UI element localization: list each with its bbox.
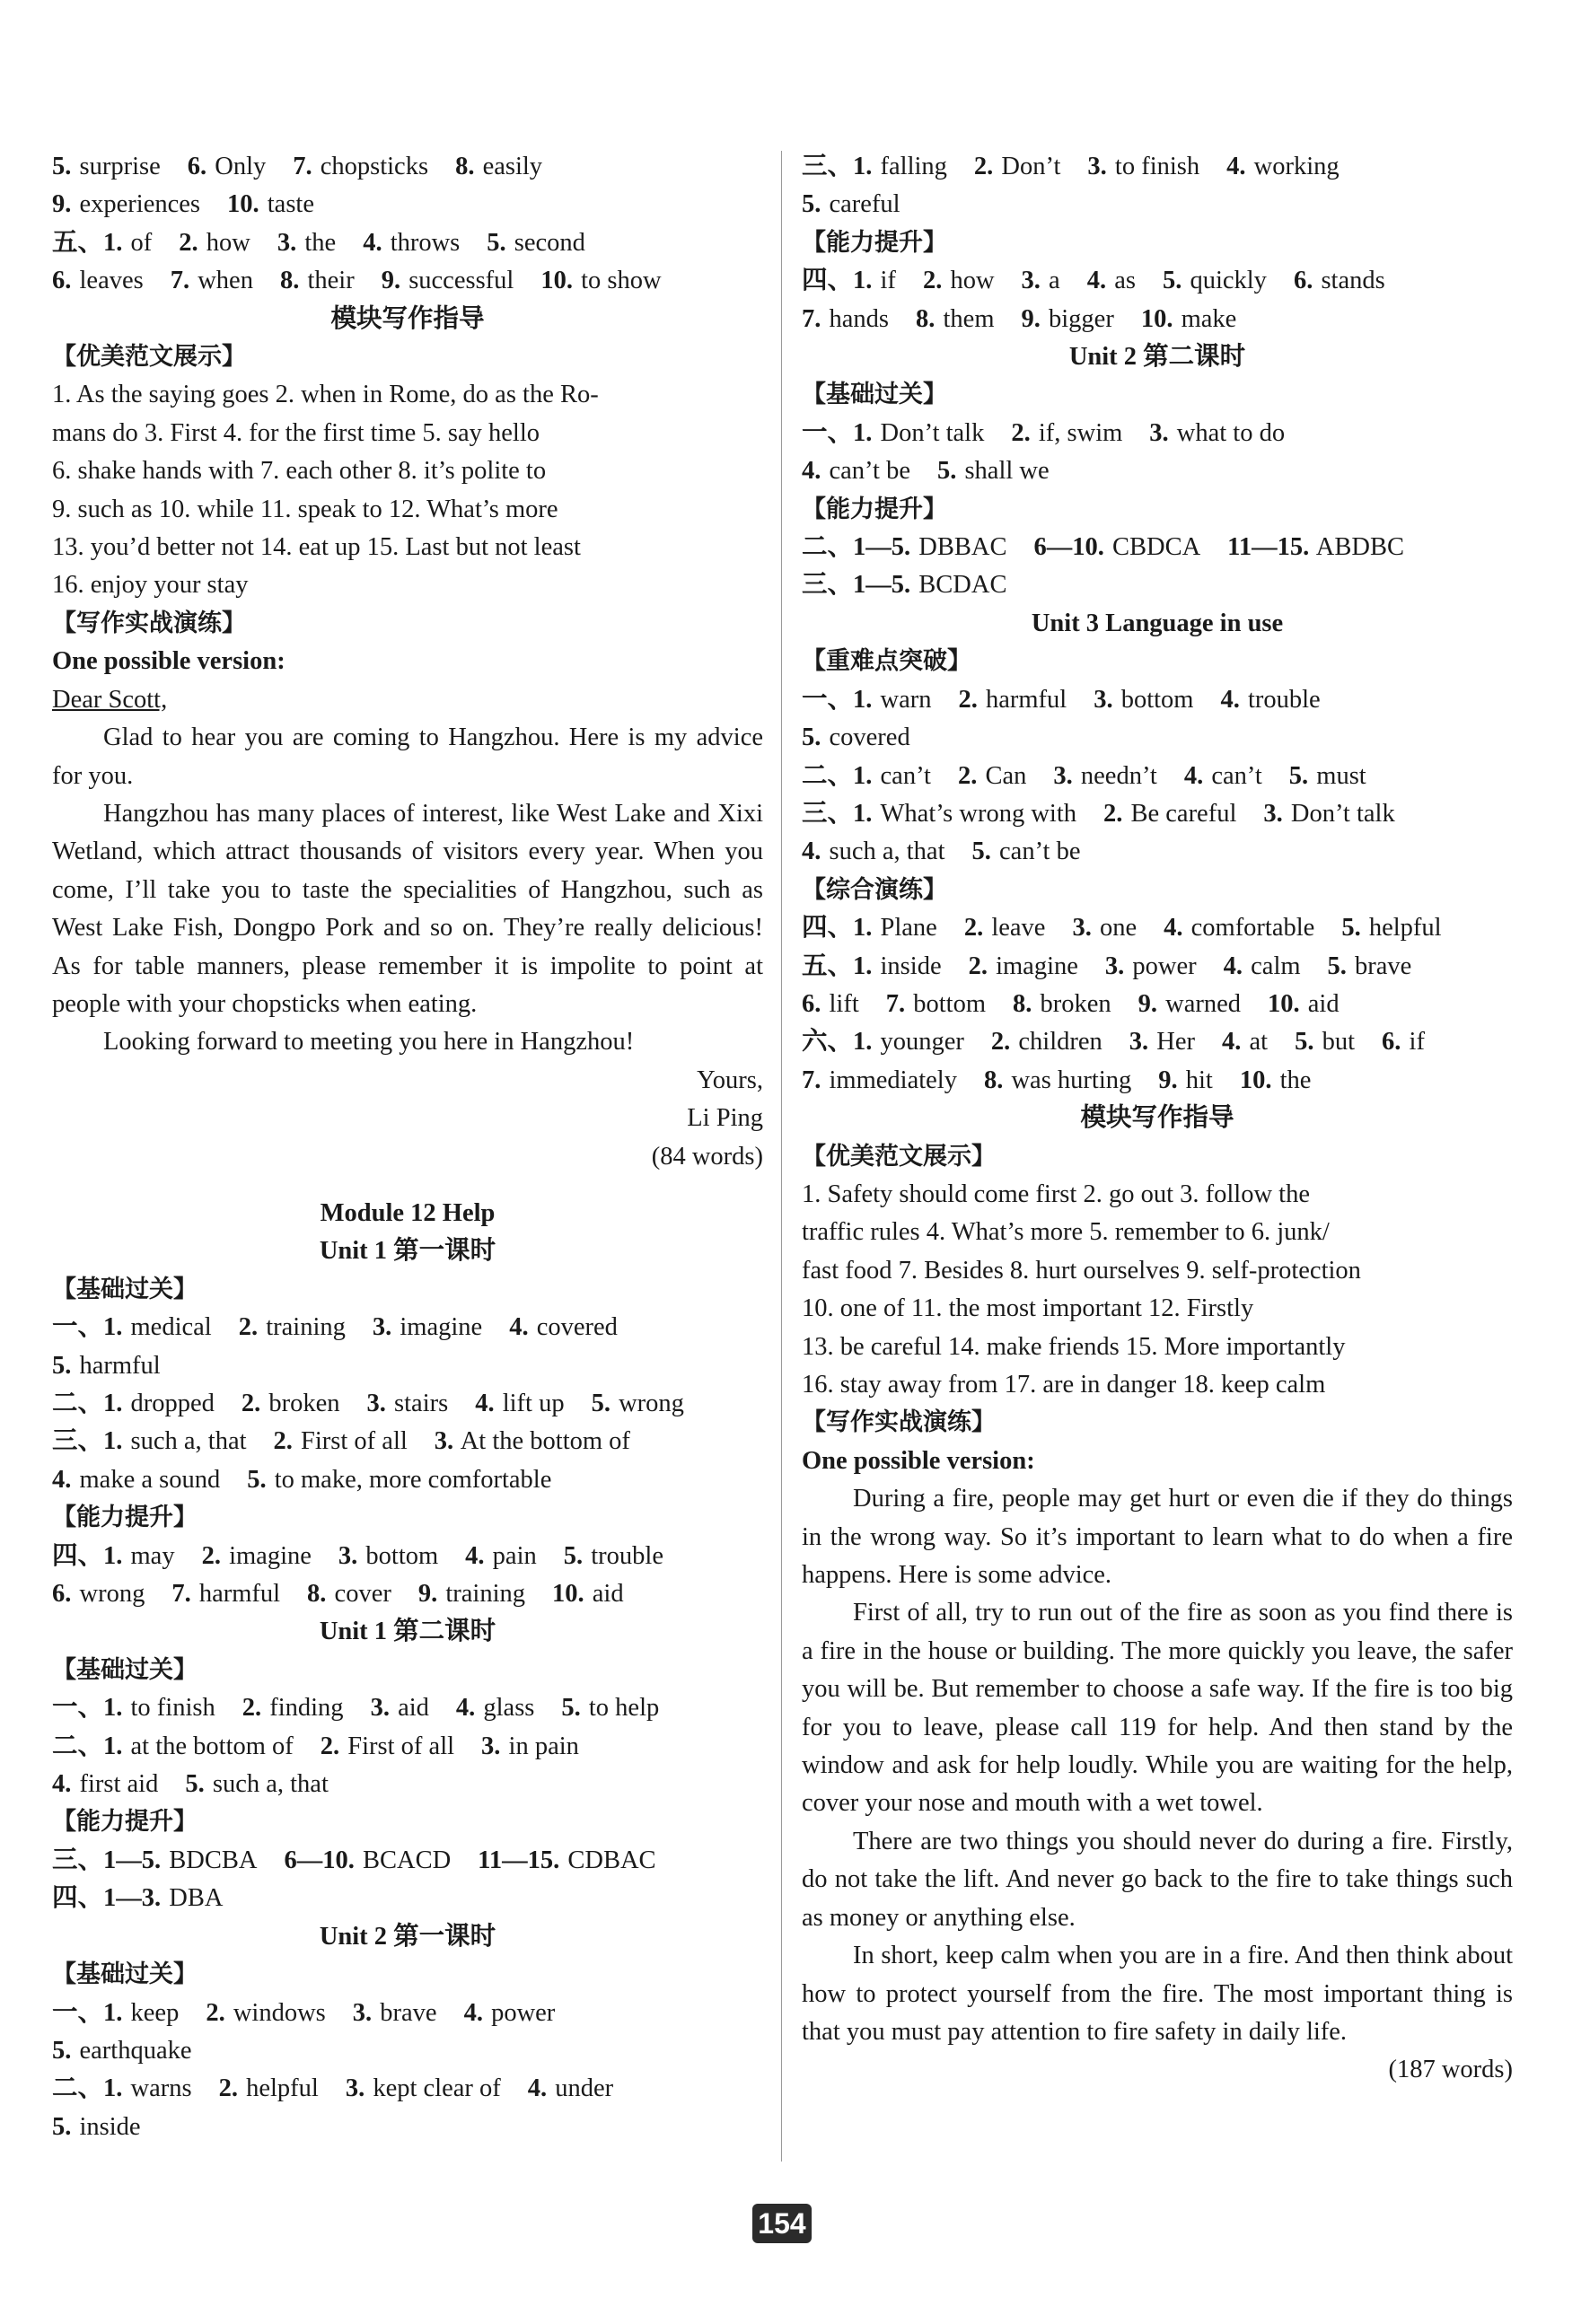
answer-item: 5. inside	[52, 2112, 141, 2141]
heading: Unit 2 第二课时	[1068, 343, 1246, 372]
answer-line: traffic rules 4. What’s more 5. remember to 6. junk/	[802, 1218, 1330, 1247]
answer-item: 2. if, swim	[1011, 418, 1123, 447]
answer-item: 3. in pain	[481, 1732, 579, 1760]
answer-item: 4. glass	[455, 1694, 535, 1723]
answer-item: 3. Don’t talk	[1263, 799, 1395, 828]
answer-item: 7. when	[170, 267, 253, 295]
answer-line	[52, 1575, 763, 1613]
answer-item: 一、1. medical	[52, 1313, 212, 1342]
section-title: 【优美范文展示】	[802, 1142, 996, 1171]
answer-item: 9. warned	[1138, 989, 1242, 1018]
answer-line	[52, 1538, 763, 1575]
answer-line	[802, 719, 1513, 757]
answer-item: 3. brave	[352, 1998, 437, 2027]
answer-line	[52, 1347, 763, 1385]
answer-item: 8. them	[916, 304, 995, 333]
section-title: 【基础过关】	[52, 1275, 198, 1303]
answer-item: 6. stands	[1293, 267, 1385, 295]
answer-item: 2. First of all	[273, 1427, 408, 1456]
answer-line: 13. be careful 14. make friends 15. More importantly	[802, 1332, 1346, 1361]
answer-line	[52, 1385, 763, 1423]
answer-item: 2. how	[922, 267, 995, 295]
heading: 模块写作指导	[1080, 1104, 1234, 1133]
answer-item: 5. can’t be	[971, 838, 1081, 866]
answer-item: 9. successful	[381, 267, 514, 295]
answer-item: 2. Be careful	[1102, 799, 1237, 828]
answer-item: 4. as	[1086, 267, 1136, 295]
answer-item: 7. immediately	[802, 1066, 957, 1094]
answer-line	[52, 1423, 763, 1460]
answer-item: 四、1—3. DBA	[52, 1884, 224, 1913]
section-title: 【基础过关】	[802, 381, 947, 409]
answer-item: 一、1. warn	[802, 685, 932, 714]
answer-line: mans do 3. First 4. for the first time 5. say hello	[52, 418, 540, 447]
answer-item: 5. quickly	[1162, 267, 1267, 295]
answer-item: 5. second	[487, 228, 585, 257]
answer-item: 二、1. at the bottom of	[52, 1732, 294, 1760]
answer-item: 9. bigger	[1021, 304, 1114, 333]
answer-item: 5. must	[1288, 761, 1366, 790]
essay-paragraph: There are two things you should never do during a fire. Firstly, do not take the lift. And never go back to the fire to take things such as money or anything else.	[802, 1827, 1513, 1932]
answer-line	[802, 909, 1513, 947]
answer-item: 4. trouble	[1220, 685, 1321, 714]
answer-item: 8. cover	[307, 1580, 391, 1609]
answer-item: 四、1. if	[802, 267, 896, 295]
answer-item: 一、1. keep	[52, 1998, 180, 2027]
section-title: 【能力提升】	[802, 228, 947, 257]
version-label: One possible version:	[802, 1446, 1035, 1475]
answer-item: 五、1. inside	[802, 952, 942, 980]
section-title: 【优美范文展示】	[52, 343, 246, 372]
right-aligned-text: Li Ping	[687, 1104, 763, 1133]
answer-item: 5. such a, that	[185, 1770, 329, 1799]
answer-line	[802, 681, 1513, 719]
answer-item: 10. to show	[540, 267, 662, 295]
section-title: 【综合演练】	[802, 875, 947, 904]
answer-item: 二、1. dropped	[52, 1390, 215, 1417]
answer-item: 10. the	[1239, 1066, 1312, 1094]
answer-item: 二、1—5. DBBAC	[802, 533, 1007, 562]
answer-item: 11—15. CDBAC	[478, 1846, 656, 1874]
answer-item: 五、1. of	[52, 228, 153, 257]
essay-paragraph: Looking forward to meeting you here in Hangzhou!	[103, 1028, 635, 1057]
answer-item: 7. hands	[802, 304, 889, 333]
section-title: 【写作实战演练】	[52, 609, 246, 637]
answer-line	[802, 1023, 1513, 1061]
section-title: 【基础过关】	[52, 1960, 198, 1989]
right-aligned-text: (84 words)	[651, 1142, 763, 1171]
spacer	[52, 1176, 763, 1195]
answer-line	[802, 948, 1513, 986]
answer-line	[802, 566, 1513, 604]
answer-item: 3. imagine	[372, 1313, 483, 1342]
answer-item: 5. wrong	[591, 1390, 684, 1417]
answer-item: 5. earthquake	[52, 2036, 192, 2065]
answer-item: 三、1—5. BDCBA	[52, 1846, 258, 1874]
answer-item: 2. children	[990, 1028, 1102, 1057]
essay-paragraph: During a fire, people may get hurt or even die if they do things in the wrong way. So it’s important to learn what to do when a fire happens. Here is some advice.	[802, 1485, 1513, 1590]
right-aligned-text: Yours,	[697, 1066, 763, 1094]
answer-line: 9. such as 10. while 11. speak to 12. What’s more	[52, 495, 558, 523]
answer-item: 3. bottom	[338, 1541, 439, 1570]
answer-item: 4. covered	[509, 1313, 618, 1342]
answer-item: 10. aid	[552, 1580, 624, 1609]
answer-item: 3. Her	[1129, 1028, 1196, 1057]
answer-item: 10. make	[1140, 304, 1237, 333]
answer-line	[52, 224, 763, 262]
answer-line: 10. one of 11. the most important 12. Firstly	[802, 1294, 1254, 1323]
answer-item: 三、1. such a, that	[52, 1427, 247, 1456]
answer-item: 4. under	[527, 2074, 614, 2103]
answer-item: 5. covered	[802, 724, 910, 752]
answer-item: 5. harmful	[52, 1351, 161, 1380]
answer-line	[802, 301, 1513, 338]
answer-line	[52, 1995, 763, 2032]
answer-item: 5. careful	[802, 190, 900, 219]
answer-line	[52, 2070, 763, 2108]
answer-line	[52, 1842, 763, 1880]
answer-item: 4. power	[463, 1998, 556, 2027]
answer-line: 1. As the saying goes 2. when in Rome, do as the Ro-	[52, 381, 599, 409]
left-column	[52, 148, 763, 2146]
answer-line	[802, 452, 1513, 490]
section-title: 【重难点突破】	[802, 647, 971, 676]
answer-item: 3. needn’t	[1053, 761, 1157, 790]
answer-item: 5. helpful	[1341, 914, 1442, 943]
answer-item: 一、1. to finish	[52, 1694, 215, 1723]
answer-line	[52, 148, 763, 186]
page-number: 154	[752, 2204, 812, 2243]
section-title: 【能力提升】	[52, 1504, 198, 1532]
answer-item: 9. training	[417, 1580, 525, 1609]
answer-item: 5. brave	[1327, 952, 1412, 980]
answer-item: 7. chopsticks	[293, 153, 429, 180]
answer-item: 三、1. What’s wrong with	[802, 799, 1076, 828]
answer-line: fast food 7. Besides 8. hurt ourselves 9. self-protection	[802, 1256, 1361, 1285]
answer-item: 7. bottom	[885, 989, 987, 1018]
heading: Unit 2 第一课时	[319, 1922, 496, 1951]
answer-item: 6. if	[1382, 1028, 1425, 1057]
answer-item: 6. wrong	[52, 1580, 145, 1609]
answer-item: 4. lift up	[475, 1390, 565, 1417]
answer-item: 2. training	[238, 1313, 346, 1342]
answer-line	[802, 415, 1513, 452]
answer-item: 2. broken	[241, 1390, 340, 1417]
heading: 模块写作指导	[330, 304, 485, 333]
answer-item: 4. make a sound	[52, 1465, 221, 1494]
answer-line	[52, 2032, 763, 2070]
answer-item: 8. was hurting	[983, 1066, 1132, 1094]
answer-item: 3. one	[1072, 914, 1138, 943]
answer-item: 4. pain	[465, 1541, 537, 1570]
column-divider	[781, 151, 782, 2162]
answer-item: 8. their	[279, 267, 355, 295]
answer-line	[802, 833, 1513, 871]
letter-greeting: Dear Scott,	[52, 685, 168, 714]
answer-line	[52, 1689, 763, 1727]
answer-item: 6—10. BCACD	[284, 1846, 452, 1874]
answer-item: 10. taste	[227, 190, 314, 219]
heading: Unit 1 第二课时	[319, 1618, 496, 1646]
answer-line	[802, 795, 1513, 833]
answer-item: 4. calm	[1223, 952, 1301, 980]
answer-item: 10. aid	[1268, 989, 1340, 1018]
answer-item: 二、1. warns	[52, 2074, 192, 2103]
answer-item: 9. hit	[1158, 1066, 1213, 1094]
answer-line: 1. Safety should come first 2. go out 3. follow the	[802, 1180, 1310, 1208]
answer-item: 3. At the bottom of	[434, 1427, 630, 1456]
answer-line	[52, 186, 763, 224]
section-title: 【基础过关】	[52, 1655, 198, 1684]
answer-item: 3. the	[277, 228, 337, 257]
answer-line: 16. enjoy your stay	[52, 571, 249, 600]
answer-line	[52, 1728, 763, 1766]
answer-line	[802, 186, 1513, 224]
answer-item: 2. imagine	[201, 1541, 312, 1570]
answer-item: 4. comfortable	[1164, 914, 1315, 943]
section-title: 【能力提升】	[802, 495, 947, 523]
essay-paragraph: Hangzhou has many places of interest, like West Lake and Xixi Wetland, which attract thousands of visitors every year. When you come, I’ll take you to taste the specialities of Hangzhou, such as West Lake Fish, Dongpo Pork and so on. They’re really delicious! As for table manners, please remember it is impolite to point at people with your chopsticks when eating.	[52, 799, 763, 1018]
answer-item: 2. windows	[206, 1998, 326, 2027]
answer-line	[802, 758, 1513, 795]
answer-item: 5. shall we	[936, 457, 1050, 486]
answer-item: 二、1. can’t	[802, 761, 931, 790]
answer-item: 7. harmful	[171, 1580, 281, 1609]
answer-item: 5. to help	[561, 1694, 660, 1723]
answer-line	[802, 529, 1513, 566]
answer-item: 四、1. may	[52, 1541, 175, 1570]
answer-line	[52, 2109, 763, 2146]
answer-item: 3. kept clear of	[345, 2074, 501, 2103]
answer-line: 6. shake hands with 7. each other 8. it’s polite to	[52, 457, 547, 486]
answer-item: 5. to make, more comfortable	[247, 1465, 552, 1494]
answer-item: 三、1. falling	[802, 153, 947, 180]
answer-line: 13. you’d better not 14. eat up 15. Last but not least	[52, 533, 581, 562]
answer-line	[52, 262, 763, 300]
essay-paragraph: First of all, try to run out of the fire as soon as you find there is a fire in the house or building. The more quickly you leave, the safer you will be. But remember to choose a safe way. If the fire is too big for you to leave, please call 119 for help. And then stand by the window and ask for help loudly. While you are waiting for the help, cover your nose and mouth with a wet towel.	[802, 1599, 1513, 1818]
answer-item: 6. Only	[187, 153, 267, 180]
answer-item: 2. imagine	[968, 952, 1078, 980]
answer-item: 2. how	[179, 228, 250, 257]
answer-item: 2. harmful	[958, 685, 1067, 714]
answer-line	[52, 1309, 763, 1346]
essay-paragraph: Glad to hear you are coming to Hangzhou. Here is my advice for you.	[52, 724, 763, 790]
answer-item: 3. stairs	[366, 1390, 449, 1417]
answer-item: 8. broken	[1013, 989, 1111, 1018]
answer-item: 5. surprise	[52, 153, 161, 180]
answer-item: 3. what to do	[1149, 418, 1286, 447]
answer-item: 4. first aid	[52, 1770, 159, 1799]
answer-item: 6. leaves	[52, 267, 144, 295]
answer-item: 6. lift	[802, 989, 859, 1018]
answer-item: 3. a	[1021, 267, 1060, 295]
answer-item: 11—15. ABDBC	[1227, 533, 1404, 562]
answer-item: 3. to finish	[1087, 153, 1200, 180]
answer-item: 3. power	[1104, 952, 1197, 980]
section-title: 【能力提升】	[52, 1808, 198, 1837]
answer-item: 8. easily	[455, 153, 543, 180]
answer-line	[52, 1766, 763, 1803]
section-title: 【写作实战演练】	[802, 1408, 996, 1437]
answer-item: 一、1. Don’t talk	[802, 418, 985, 447]
essay-paragraph: In short, keep calm when you are in a fire. And then think about how to protect yourself from the fire. The most important thing is that you must pay attention to fire safety in daily life.	[802, 1942, 1513, 2046]
answer-item: 2. helpful	[218, 2074, 319, 2103]
answer-item: 9. experiences	[52, 190, 200, 219]
answer-item: 5. trouble	[563, 1541, 663, 1570]
answer-item: 2. Don’t	[973, 153, 1061, 180]
answer-item: 2. leave	[963, 914, 1046, 943]
answer-item: 4. working	[1226, 153, 1340, 180]
answer-line: 16. stay away from 17. are in danger 18. keep calm	[802, 1371, 1326, 1399]
answer-item: 2. First of all	[320, 1732, 455, 1760]
answer-item: 4. at	[1222, 1028, 1269, 1057]
answer-item: 3. bottom	[1094, 685, 1194, 714]
answer-item: 2. Can	[957, 761, 1027, 790]
version-label: One possible version:	[52, 647, 285, 676]
answer-line	[802, 148, 1513, 186]
answer-line	[802, 262, 1513, 300]
answer-item: 六、1. younger	[802, 1028, 964, 1057]
right-column	[802, 148, 1513, 2090]
answer-item: 四、1. Plane	[802, 914, 937, 943]
heading: Unit 1 第一课时	[319, 1237, 496, 1266]
answer-item: 2. finding	[242, 1694, 344, 1723]
answer-item: 4. can’t	[1183, 761, 1262, 790]
answer-item: 4. can’t be	[802, 457, 910, 486]
answer-item: 三、1—5. BCDAC	[802, 571, 1007, 600]
answer-item: 6—10. CBDCA	[1033, 533, 1201, 562]
answer-item: 4. such a, that	[802, 838, 945, 866]
heading: Unit 3 Language in use	[1031, 609, 1284, 637]
heading: Module 12 Help	[320, 1198, 496, 1227]
answer-line	[802, 1062, 1513, 1100]
answer-line	[802, 986, 1513, 1023]
answer-line	[52, 1880, 763, 1917]
answer-line	[52, 1461, 763, 1499]
answer-item: 5. but	[1295, 1028, 1356, 1057]
right-aligned-text: (187 words)	[1388, 2056, 1513, 2084]
answer-item: 4. throws	[363, 228, 461, 257]
answer-item: 3. aid	[370, 1694, 429, 1723]
